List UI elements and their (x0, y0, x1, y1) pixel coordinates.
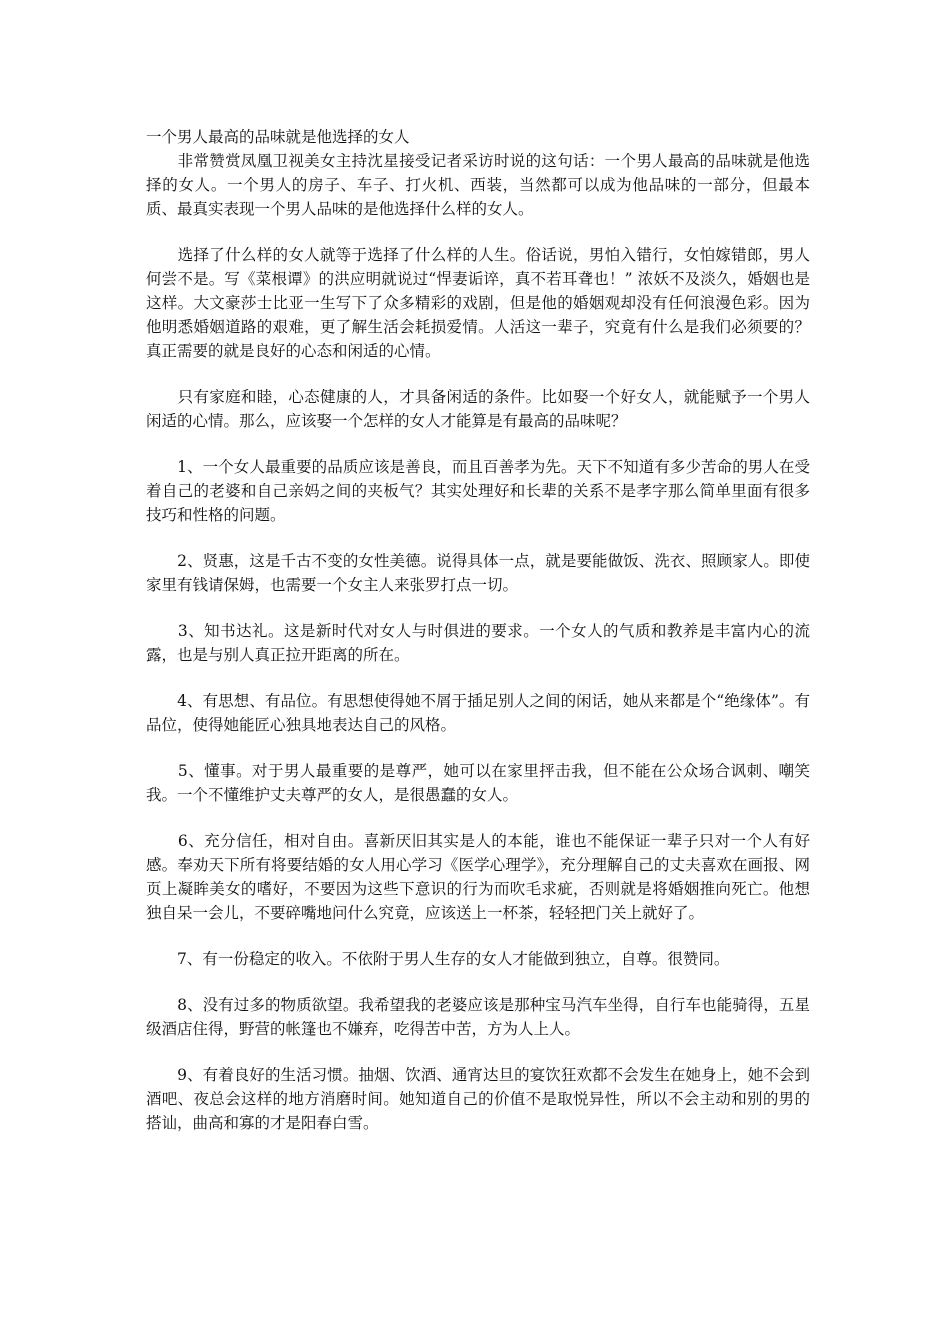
document-page (146, 125, 810, 1135)
paragraph-choice: 选择了什么样的女人就等于选择了什么样的人生。俗话说，男怕入错行，女怕嫁错郎，男人何尝不是。写《菜根谭》的洪应明就说过“悍妻诟谇，真不若耳聋也！” 浓妖不及淡久，婚姻也是这样。大文豪莎士比亚一生写下了众多精彩的戏剧，但是他的婚姻观却没有任何浪漫色彩。因为他明悉婚姻道路的艰难，更了解生活会耗损爱情。人活这一辈子，究竟有什么是我们必须要的？真正需要的就是良好的心态和闲适的心情。 (146, 246, 810, 360)
paragraph-item-1: 1、一个女人最重要的品质应该是善良，而且百善孝为先。天下不知道有多少苦命的男人在受着自己的老婆和自己亲妈之间的夹板气？其实处理好和长辈的关系不是孝字那么简单里面有很多技巧和性格的问题。 (146, 458, 810, 524)
paragraph-item-4: 4、有思想、有品位。有思想使得她不屑于插足别人之间的闲话，她从来都是个“绝缘体”。有品位，使得她能匠心独具地表达自己的风格。 (146, 692, 810, 734)
paragraph-item-8: 8、没有过多的物质欲望。我希望我的老婆应该是那种宝马汽车坐得，自行车也能骑得，五星级酒店住得，野营的帐篷也不嫌弃，吃得苦中苦，方为人上人。 (146, 996, 810, 1038)
paragraph-item-5: 5、懂事。对于男人最重要的是尊严，她可以在家里抨击我，但不能在公众场合讽刺、嘲笑我。一个不懂维护丈夫尊严的女人，是很愚蠢的女人。 (146, 762, 810, 804)
document-title: 一个男人最高的品味就是他选择的女人 (146, 128, 410, 146)
paragraph-intro: 非常赞赏凤凰卫视美女主持沈星接受记者采访时说的这句话：一个男人最高的品味就是他选择的女人。一个男人的房子、车子、打火机、西装，当然都可以成为他品味的一部分，但最本质、最真实表现一个男人品味的是他选择什么样的女人。 (146, 152, 810, 218)
paragraph-item-7: 7、有一份稳定的收入。不依附于男人生存的女人才能做到独立，自尊。很赞同。 (146, 950, 730, 968)
paragraph-item-3: 3、知书达礼。这是新时代对女人与时俱进的要求。一个女人的气质和教养是丰富内心的流露，也是与别人真正拉开距离的所在。 (146, 622, 810, 664)
paragraph-item-2: 2、贤惠，这是千古不变的女性美德。说得具体一点，就是要能做饭、洗衣、照顾家人。即使家里有钱请保姆，也需要一个女主人来张罗打点一切。 (146, 552, 810, 594)
paragraph-harmony: 只有家庭和睦，心态健康的人，才具备闲适的条件。比如娶一个好女人，就能赋予一个男人闲适的心情。那么，应该娶一个怎样的女人才能算是有最高的品味呢？ (146, 388, 810, 430)
paragraph-item-6: 6、充分信任，相对自由。喜新厌旧其实是人的本能，谁也不能保证一辈子只对一个人有好感。奉劝天下所有将要结婚的女人用心学习《医学心理学》，充分理解自己的丈夫喜欢在画报、网页上凝眸美女的嗜好，不要因为这些下意识的行为而吹毛求疵，否则就是将婚姻推向死亡。他想独自呆一会儿，不要碎嘴地问什么究竟，应该送上一杯茶，轻轻把门关上就好了。 (146, 832, 810, 922)
paragraph-item-9: 9、有着良好的生活习惯。抽烟、饮酒、通宵达旦的宴饮狂欢都不会发生在她身上，她不会到酒吧、夜总会这样的地方消磨时间。她知道自己的价值不是取悦异性，所以不会主动和别的男的搭讪，曲高和寡的才是阳春白雪。 (146, 1066, 810, 1132)
